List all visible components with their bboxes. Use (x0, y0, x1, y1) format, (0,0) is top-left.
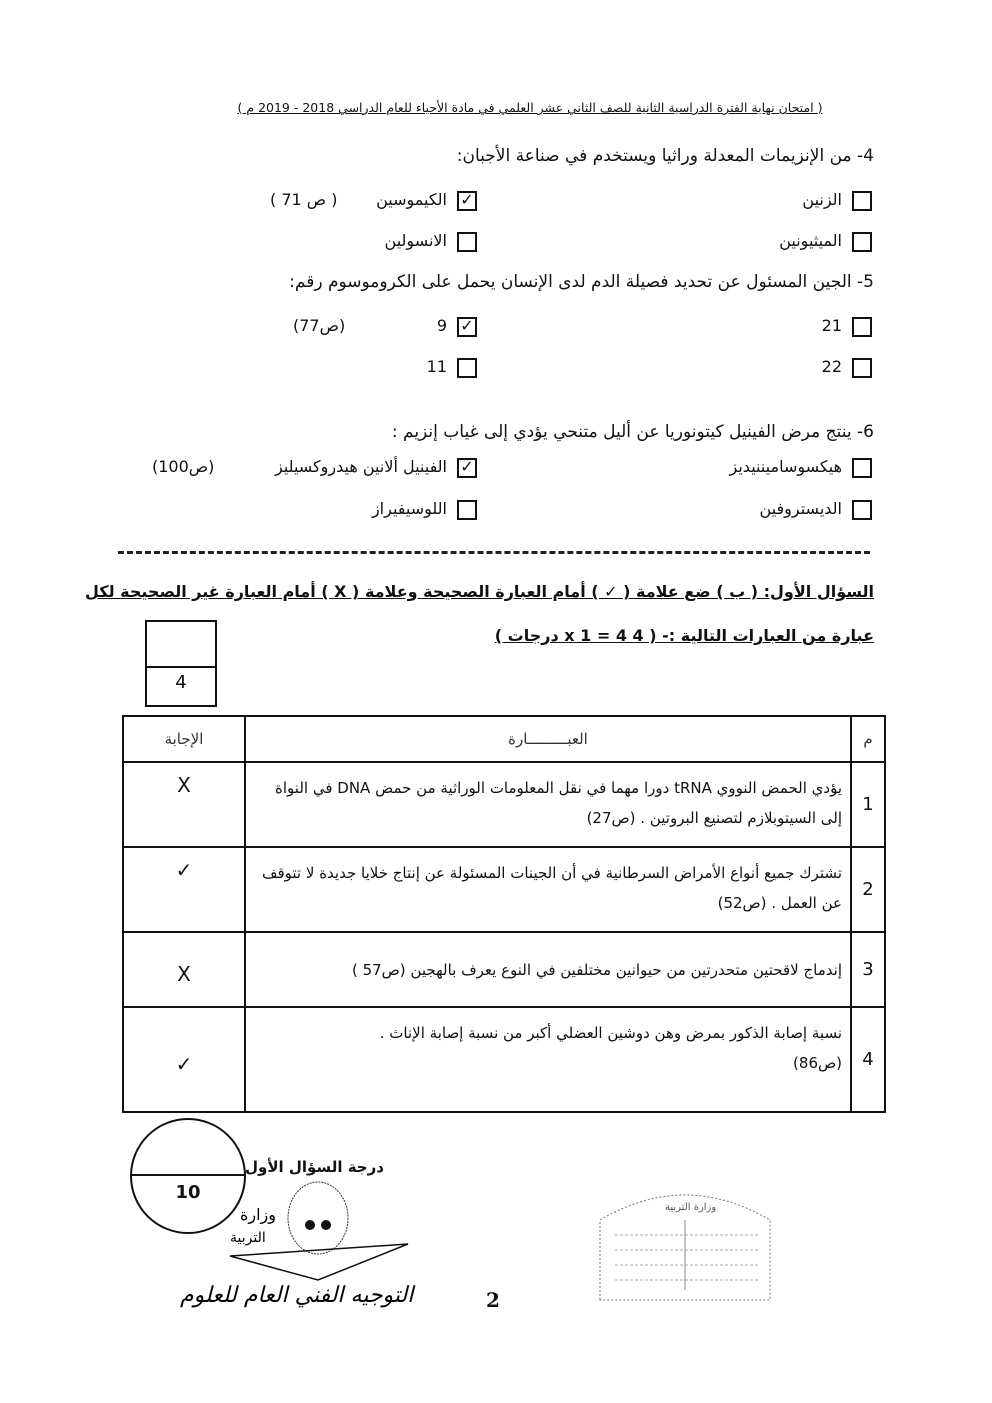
statement-text: نسبة إصابة الذكور بمرض وهن دوشين العضلي أكبر من نسبة إصابة الإناث . (379, 1024, 842, 1042)
statement-text: يؤدي الحمض النووي tRNA دورا مهما في نقل المعلومات الوراثية من حمض DNA في النواة إلى السيتوبلازم لتصنيع البروتين . (275, 779, 842, 827)
q6-option-4[interactable]: اللوسيفيراز (372, 499, 477, 520)
row-answer[interactable]: X (123, 762, 245, 847)
table-row (123, 762, 885, 847)
section-score: 4 (175, 672, 187, 693)
dashed-divider (118, 551, 870, 554)
checkbox[interactable] (852, 317, 872, 337)
svg-text:التربية: التربية (230, 1230, 266, 1246)
q4-option-2[interactable]: ✓الكيموسين (376, 190, 477, 211)
q6-option-1[interactable]: هيكسوساميننيديز (730, 457, 872, 478)
row-reference: (ص86) (793, 1054, 842, 1072)
q5-option-2[interactable]: ✓9 (437, 316, 477, 337)
row-number: 3 (851, 932, 885, 1007)
row-reference: (ص27) (586, 809, 636, 827)
statement-text: إندماج لاقحتين متحدرتين من حيوانين مختلفين في النوع يعرف بالهجين (410, 960, 842, 979)
svg-text:التوجيه الفني العام للعلوم: التوجيه الفني العام للعلوم (180, 1283, 414, 1308)
q6-reference: (ص100) (152, 457, 215, 476)
row-answer[interactable]: ✓ (123, 847, 245, 932)
checkbox[interactable] (852, 458, 872, 478)
table-row (123, 1007, 885, 1112)
section-subheading: عبارة من العبارات التالية :- ( 4 x 1 = 4 درجات ) (494, 626, 874, 645)
header-number: م (851, 716, 885, 762)
row-number: 4 (851, 1007, 885, 1112)
q4-option-4[interactable]: الانسولين (385, 231, 477, 252)
checkbox-checked[interactable]: ✓ (457, 317, 477, 337)
table-header (123, 716, 885, 762)
row-number: 1 (851, 762, 885, 847)
row-number: 2 (851, 847, 885, 932)
checkbox-checked[interactable]: ✓ (457, 458, 477, 478)
true-false-table (122, 715, 886, 1113)
question-6: 6- ينتج مرض الفينيل كيتونوريا عن أليل متنحي يؤدي إلى غياب إنزيم : (391, 422, 874, 442)
q4-option-1[interactable]: الزنين (802, 190, 872, 211)
q5-reference: (ص77) (293, 316, 346, 335)
checkbox[interactable] (852, 500, 872, 520)
q5-option-3[interactable]: 22 (822, 357, 872, 378)
row-answer[interactable]: X (123, 932, 245, 1007)
statement-text: تشترك جميع أنواع الأمراض السرطانية في أن الجينات المسئولة عن إنتاج خلايا جديدة لا تتوقف عن العمل . (261, 864, 842, 912)
row-statement (245, 932, 851, 1007)
row-statement (245, 847, 851, 932)
checkbox[interactable] (852, 191, 872, 211)
table-row (123, 932, 885, 1007)
section-heading: السؤال الأول: ( ب ) ضع علامة ( ✓ ) أمام العبارة الصحيحة وعلامة ( X ) أمام العبارة غير الصحيحة لكل (85, 582, 874, 601)
header-answer: الإجابة (123, 716, 245, 762)
section-score-box (145, 620, 217, 707)
checkbox[interactable] (852, 358, 872, 378)
checkbox-checked[interactable]: ✓ (457, 191, 477, 211)
q4-option-3[interactable]: الميثيونين (779, 231, 872, 252)
q6-option-2[interactable]: ✓الفينيل ألانين هيدروكسيليز (275, 457, 477, 478)
grade-label: درجة السؤال الأول (245, 1158, 384, 1176)
page-number: 2 (486, 1288, 500, 1312)
svg-text:وزارة التربية: وزارة التربية (665, 1202, 717, 1213)
checkbox[interactable] (457, 232, 477, 252)
checkbox[interactable] (457, 358, 477, 378)
row-statement (245, 762, 851, 847)
q6-option-3[interactable]: الديستروفين (760, 499, 872, 520)
official-stamp (590, 1180, 780, 1310)
q4-reference: ( ص 71 ) (270, 190, 338, 209)
row-reference: (ص57 ) (351, 960, 406, 979)
question-5: 5- الجين المسئول عن تحديد فصيلة الدم لدى الإنسان يحمل على الكروموسوم رقم: (289, 272, 874, 292)
row-statement (245, 1007, 851, 1112)
header-statement: العبـــــــــارة (245, 716, 851, 762)
q5-option-4[interactable]: 11 (427, 357, 477, 378)
checkbox[interactable] (457, 500, 477, 520)
total-grade: 10 (175, 1182, 201, 1203)
question-4: 4- من الإنزيمات المعدلة وراثيا ويستخدم في صناعة الأجبان: (456, 146, 874, 166)
total-grade-circle (130, 1118, 246, 1234)
svg-text:وزارة: وزارة (240, 1205, 277, 1224)
row-reference: (ص52) (717, 894, 767, 912)
q5-option-1[interactable]: 21 (822, 316, 872, 337)
exam-header: ( امتحان نهاية الفترة الدراسية الثانية للصف الثاني عشر العلمي في مادة الأحياء للعام الدراسي 2018 - 2019 م ) (237, 100, 823, 115)
row-answer[interactable]: ✓ (123, 1007, 245, 1112)
checkbox[interactable] (852, 232, 872, 252)
table-row (123, 847, 885, 932)
